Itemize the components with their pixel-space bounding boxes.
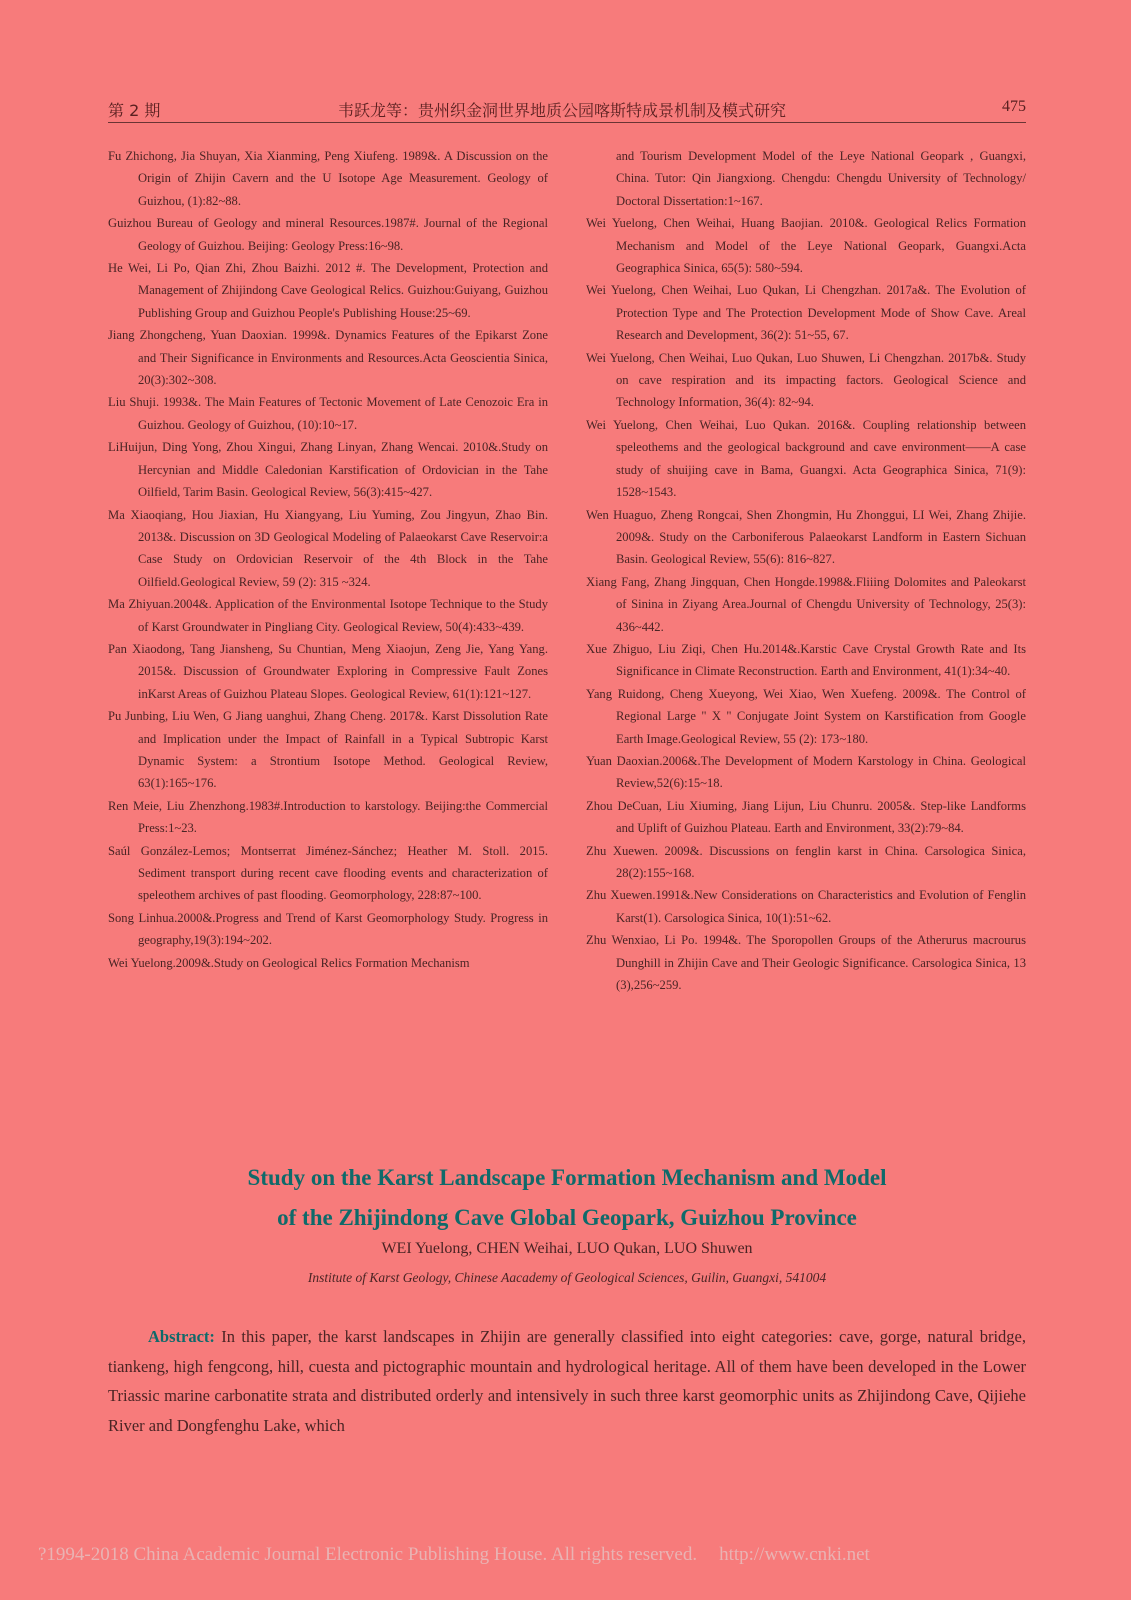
reference-entry: Ma Zhiyuan.2004&. Application of the Environmental Isotope Technique to the Study of Karst Groundwater in Pingliang City. Geological Review, 50(4):433~439. (108, 597, 548, 634)
reference-entry: Zhu Xuewen. 2009&. Discussions on fenglin karst in China. Carsologica Sinica, 28(2):155~168. (586, 843, 1026, 880)
references-left-column (108, 145, 548, 974)
reference-entry: Guizhou Bureau of Geology and mineral Resources.1987#. Journal of the Regional Geology of Guizhou. Beijing: Geology Press:16~98. (108, 216, 548, 253)
reference-entry: Xiang Fang, Zhang Jingquan, Chen Hongde.1998&.Fliiing Dolomites and Paleokarst of Sinina in Ziyang Area.Journal of Chengdu University of Technology, 25(3): 436~442. (586, 574, 1026, 634)
abstract (108, 1322, 1026, 1440)
reference-entry: Yuan Daoxian.2006&.The Development of Modern Karstology in China. Geological Review,52(6):15~18. (586, 753, 1026, 791)
article-title (108, 1158, 1026, 1238)
reference-entry: Pan Xiaodong, Tang Jiansheng, Su Chuntian, Meng Xiaojun, Zeng Jie, Yang Yang. 2015&. Discussion of Groundwater Exploring in Compressive Fault Zones inKarst Areas of Guizhou Plateau Slopes. Geological Review, 61(1):121~127. (108, 641, 548, 701)
copyright-footer (38, 1544, 1038, 1566)
issue-number: 第 2 期 (108, 101, 161, 120)
reference-entry: Song Linhua.2000&.Progress and Trend of Karst Geomorphology Study. Progress in geography,19(3):194~202. (108, 910, 548, 948)
reference-entry: Wei Yuelong.2009&.Study on Geological Relics Formation Mechanism (108, 955, 470, 970)
reference-entry: Wei Yuelong, Chen Weihai, Luo Qukan. 2016&. Coupling relationship between speleothems and the geological background and cave environment——A case study of shuijing cave in Bama, Guangxi. Acta Geographica Sinica, 71(9): 1528~1543. (586, 417, 1026, 500)
references-right-column (586, 145, 1026, 996)
abstract-text: In this paper, the karst landscapes in Zhijin are generally classified into eight categories: cave, gorge, natural bridge, tiankeng, high fengcong, hill, cuesta and pictographic mountain and hydrological heritage. All of them have been developed in the Lower Triassic marine carbonatite strata and distributed orderly and intensively in such three karst geomorphic units as Zhijindong Cave, Qijiehe River and Dongfenghu Lake, which (108, 1327, 1026, 1435)
reference-entry: Xue Zhiguo, Liu Ziqi, Chen Hu.2014&.Karstic Cave Crystal Growth Rate and Its Significance in Climate Reconstruction. Earth and Environment, 41(1):34~40. (586, 641, 1026, 679)
article-title-line-2: of the Zhijindong Cave Global Geopark, Guizhou Province (277, 1205, 857, 1230)
reference-entry: Ren Meie, Liu Zhenzhong.1983#.Introduction to karstology. Beijing:the Commercial Press:1~23. (108, 798, 548, 836)
reference-entry: Wen Huaguo, Zheng Rongcai, Shen Zhongmin, Hu Zhonggui, LI Wei, Zhang Zhijie. 2009&. Study on the Carboniferous Palaeokarst Landform in Eastern Sichuan Basin. Geological Review, 55(6): 816~827. (586, 507, 1026, 567)
reference-entry: Liu Shuji. 1993&. The Main Features of Tectonic Movement of Late Cenozoic Era in Guizhou. Geology of Guizhou, (10):10~17. (108, 395, 548, 432)
reference-entry: Pu Junbing, Liu Wen, G Jiang uanghui, Zhang Cheng. 2017&. Karst Dissolution Rate and Implication under the Impact of Rainfall in a Typical Subtropic Karst Dynamic System: a Strontium Isotope Method. Geological Review, 63(1):165~176. (108, 709, 548, 791)
reference-entry: Saúl González-Lemos; Montserrat Jiménez-Sánchez; Heather M. Stoll. 2015. Sediment transport during recent cave flooding events and characterization of speleothem archives of past flooding. Geomorphology, 228:87~100. (108, 843, 548, 903)
reference-entry: Wei Yuelong, Chen Weihai, Luo Qukan, Luo Shuwen, Li Chengzhan. 2017b&. Study on cave respiration and its impacting factors. Geological Science and Technology Information, 36(4): 82~94. (586, 350, 1026, 410)
reference-entry: Ma Xiaoqiang, Hou Jiaxian, Hu Xiangyang, Liu Yuming, Zou Jingyun, Zhao Bin. 2013&. Discussion on 3D Geological Modeling of Palaeokarst Cave Reservoir:a Case Study on Ordovician Reservoir of the 4th Block in the Tahe Oilfield.Geological Review, 59 (2): 315 ~324. (108, 507, 548, 589)
abstract-label: Abstract: (148, 1327, 215, 1346)
reference-entry: LiHuijun, Ding Yong, Zhou Xingui, Zhang Linyan, Zhang Wencai. 2010&.Study on Hercynian and Middle Caledonian Karstification of Ordovician in the Tahe Oilfield, Tarim Basin. Geological Review, 56(3):415~427. (108, 440, 548, 500)
reference-entry: Jiang Zhongcheng, Yuan Daoxian. 1999&. Dynamics Features of the Epikarst Zone and Their Significance in Environments and Resources.Acta Geoscientia Sinica, 20(3):302~308. (108, 328, 548, 388)
reference-entry: Zhu Xuewen.1991&.New Considerations on Characteristics and Evolution of Fenglin Karst(1). Carsologica Sinica, 10(1):51~62. (586, 888, 1026, 925)
reference-entry: Fu Zhichong, Jia Shuyan, Xia Xianming, Peng Xiufeng. 1989&. A Discussion on the Origin of Zhijin Cavern and the U Isotope Age Measurement. Geology of Guizhou, (1):82~88. (108, 149, 548, 208)
reference-entry-continued: and Tourism Development Model of the Leye National Geopark , Guangxi, China. Tutor: Qin Jiangxiong. Chengdu: Chengdu University of Technology/ Doctoral Dissertation:1~167. (616, 149, 1026, 208)
reference-entry: Zhou DeCuan, Liu Xiuming, Jiang Lijun, Liu Chunru. 2005&. Step-like Landforms and Uplift of Guizhou Plateau. Earth and Environment, 33(2):79~84. (586, 798, 1026, 836)
author-list: WEI Yuelong, CHEN Weihai, LUO Qukan, LUO Shuwen (381, 1240, 753, 1257)
author-affiliation: Institute of Karst Geology, Chinese Aacademy of Geological Sciences, Guilin, Guangxi, 541004 (307, 1270, 827, 1285)
reference-entry: Yang Ruidong, Cheng Xueyong, Wei Xiao, Wen Xuefeng. 2009&. The Control of Regional Large " X " Conjugate Joint System on Karstification from Google Earth Image.Geological Review, 55 (2): 173~180. (586, 686, 1026, 746)
page-number: 475 (1002, 98, 1026, 115)
reference-entry: He Wei, Li Po, Qian Zhi, Zhou Baizhi. 2012 #. The Development, Protection and Management of Zhijindong Cave Geological Relics. Guizhou:Guiyang, Guizhou Publishing Group and Guizhou People's Publishing House:25~69. (108, 261, 548, 320)
footer-url: http://www.cnki.net (719, 1544, 870, 1565)
reference-entry: Zhu Wenxiao, Li Po. 1994&. The Sporopollen Groups of the Atherurus macrourus Dunghill in Zhijin Cave and Their Geologic Significance. Carsologica Sinica, 13 (3),256~259. (586, 933, 1026, 993)
running-title: 韦跃龙等：贵州织金洞世界地质公园喀斯特成景机制及模式研究 (338, 101, 787, 120)
reference-entry: Wei Yuelong, Chen Weihai, Huang Baojian. 2010&. Geological Relics Formation Mechanism and Model of the Leye National Geopark, Guangxi.Acta Geographica Sinica, 65(5): 580~594. (586, 216, 1026, 276)
article-title-line-1: Study on the Karst Landscape Formation Mechanism and Model (247, 1165, 887, 1190)
reference-entry: Wei Yuelong, Chen Weihai, Luo Qukan, Li Chengzhan. 2017a&. The Evolution of Protection Type and The Protection Development Mode of Show Cave. Areal Research and Development, 36(2): 51~55, 67. (586, 283, 1026, 343)
copyright-text: ?1994-2018 China Academic Journal Electronic Publishing House. All rights reserved. (38, 1544, 698, 1565)
running-header (108, 96, 1026, 123)
